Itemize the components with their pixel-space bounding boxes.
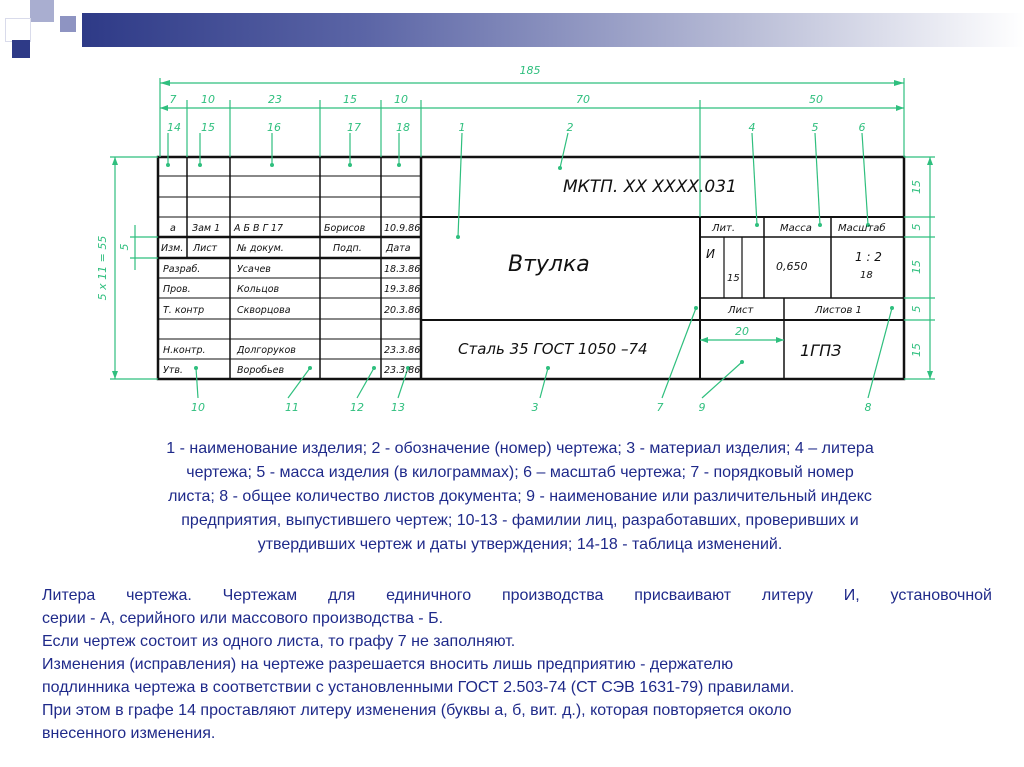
sheet-label: Лист <box>728 305 754 316</box>
dim-col-17: 15 <box>343 93 357 106</box>
dim-row-3: 15 <box>910 260 923 274</box>
role-cell: Н.контр. <box>163 345 206 356</box>
org-text: 1ГПЗ <box>800 341 842 360</box>
callout-16: 16 <box>267 121 281 134</box>
notes-line: подлинника чертежа в соответствии с установленными ГОСТ 2.503-74 (СТ СЭВ 1631-79) правилами. <box>42 679 795 696</box>
date-cell: 19.3.86 <box>384 284 421 295</box>
callout-15: 15 <box>201 121 215 134</box>
name-cell: Кольцов <box>237 284 280 295</box>
role-cell: Утв. <box>163 365 183 376</box>
header-cell: Дата <box>386 243 411 254</box>
header-cell: Лист <box>193 243 218 254</box>
caption-line: 1 - наименование изделия; 2 - обозначение (номер) чертежа; 3 - материал изделия; 4 – литера <box>166 440 874 457</box>
dim-col-16: 23 <box>268 93 282 106</box>
callout-2: 2 <box>566 121 574 134</box>
scale-value: 1 : 2 <box>855 250 882 264</box>
name-cell: Скворцова <box>237 305 291 316</box>
dim-row-5: 15 <box>910 343 923 357</box>
notes-line: При этом в графе 14 проставляют литеру изменения (буквы а, б, вит. д.), которая повторяется около <box>42 702 792 719</box>
notes-text <box>42 584 992 745</box>
caption-line: листа; 8 - общее количество листов документа; 9 - наименование или различительный индекс <box>168 488 872 505</box>
header-cell: № докум. <box>237 243 284 254</box>
role-cell: Разраб. <box>163 264 201 275</box>
change-cell: а <box>170 223 176 234</box>
lit-header: Лит. <box>712 223 736 234</box>
notes-line: Если чертеж состоит из одного листа, то графу 7 не заполняют. <box>42 633 516 650</box>
dim-left-total: 5 x 11 = 55 <box>96 235 109 301</box>
callout-3: 3 <box>531 401 539 414</box>
header-cell: Подп. <box>333 243 362 254</box>
callout-9: 9 <box>698 401 706 414</box>
callout-14: 14 <box>167 121 181 134</box>
header-row <box>161 243 411 254</box>
title-block-cells <box>161 177 886 376</box>
date-cell: 23.3.86 <box>384 345 421 356</box>
dim-col-18: 10 <box>394 93 408 106</box>
role-cell: Пров. <box>163 284 191 295</box>
callout-18: 18 <box>396 121 410 134</box>
callout-7: 7 <box>656 401 664 414</box>
dim-row-4: 5 <box>910 305 923 313</box>
header-cell: Изм. <box>161 243 184 254</box>
date-cell: 18.3.86 <box>384 264 421 275</box>
callout-10: 10 <box>191 401 205 414</box>
designation-text: МКТП. XX XXXX.031 <box>563 177 737 197</box>
name-cell: Воробьев <box>237 365 285 376</box>
mass-value: 0,650 <box>776 260 808 273</box>
scale-header: Масштаб <box>838 223 886 234</box>
lit-value: И <box>706 247 715 261</box>
material-text: Сталь 35 ГОСТ 1050 –74 <box>458 340 648 358</box>
mass-header: Масса <box>780 223 812 234</box>
callout-4: 4 <box>748 121 756 134</box>
callout-11: 11 <box>285 401 299 414</box>
caption-line: предприятия, выпустившего чертеж; 10-13 - фамилии лиц, разработавших, проверивших и <box>181 512 859 529</box>
change-cell: 10.9.86 <box>384 223 421 234</box>
change-cell: Зам 1 <box>192 223 221 234</box>
notes-line: Изменения (исправления) на чертеже разрешается вносить лишь предприятию - держателю <box>42 656 734 673</box>
dim-row-1: 15 <box>910 180 923 194</box>
change-cell: Борисов <box>324 223 366 234</box>
change-cell: А Б В Г 17 <box>234 223 283 234</box>
date-cell: 20.3.86 <box>384 305 421 316</box>
part-name-text: Втулка <box>508 252 590 277</box>
callout-12: 12 <box>350 401 364 414</box>
dim-col-14: 7 <box>169 93 177 106</box>
legend-caption <box>75 437 965 557</box>
dim-col-15: 10 <box>201 93 215 106</box>
dim-row-2: 5 <box>910 223 923 231</box>
callout-1: 1 <box>458 121 466 134</box>
scale-sub: 18 <box>860 270 873 281</box>
name-cell: Долгоруков <box>237 345 296 356</box>
dim-center: 70 <box>576 93 590 106</box>
dim-sheet-col: 20 <box>735 325 749 338</box>
date-cell: 23.3.86 <box>384 365 421 376</box>
sheets-label: Листов 1 <box>815 305 862 316</box>
caption-line: чертежа; 5 - масса изделия (в килограммах); 6 – масштаб чертежа; 7 - порядковый номер <box>186 464 854 481</box>
notes-line: Литера чертежа. Чертежам для единичного производства присваивают литеру И, установочной <box>42 587 992 604</box>
lit-sub: 15 <box>727 273 740 284</box>
role-cell: Т. контр <box>163 305 205 316</box>
callout-6: 6 <box>858 121 866 134</box>
name-cell: Усачев <box>237 264 271 275</box>
notes-line: серии - А, серийного или массового производства - Б. <box>42 610 444 627</box>
notes-line: внесенного изменения. <box>42 725 216 742</box>
callout-13: 13 <box>391 401 405 414</box>
dim-total: 185 <box>519 64 541 77</box>
dim-right: 50 <box>809 93 823 106</box>
change-row <box>170 223 420 234</box>
callout-8: 8 <box>864 401 872 414</box>
caption-line: утвердивших чертеж и даты утверждения; 14-18 - таблица изменений. <box>257 536 783 553</box>
dim-left-row: 5 <box>118 243 131 251</box>
callout-5: 5 <box>811 121 819 134</box>
callout-17: 17 <box>347 121 361 134</box>
